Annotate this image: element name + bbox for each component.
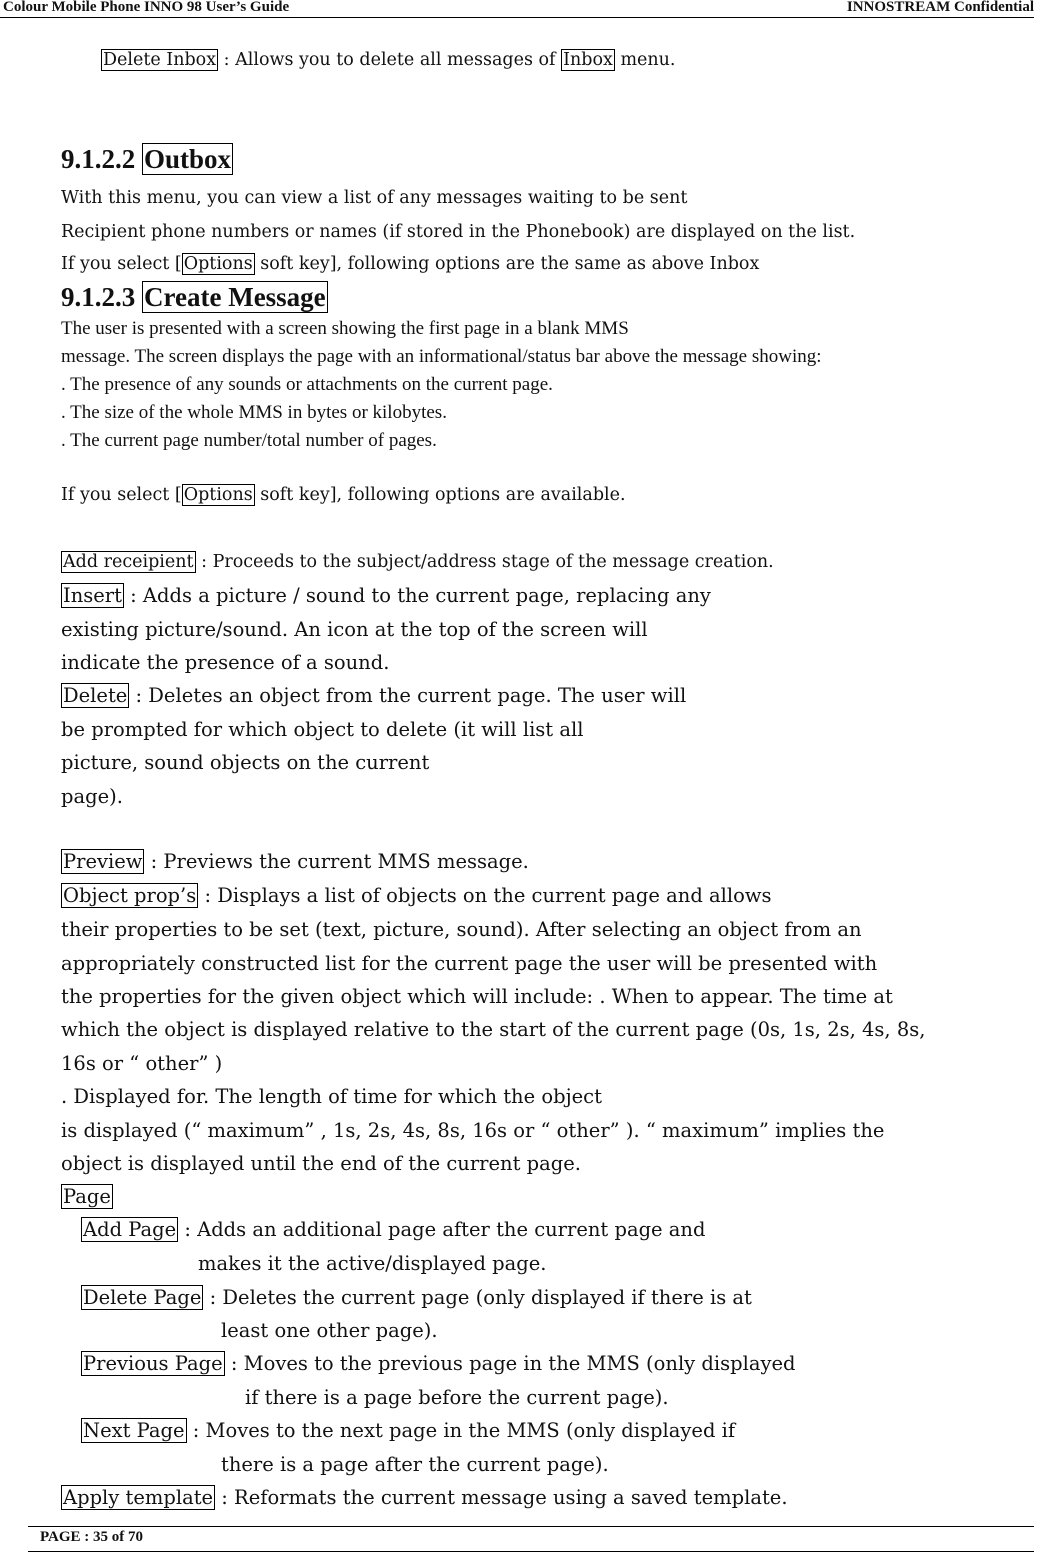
page-header <box>0 0 1034 18</box>
page-line <box>61 1185 113 1208</box>
next-page-l2: there is a page after the current page). <box>221 1453 609 1476</box>
insert-line <box>61 584 711 607</box>
delete-inbox-term: Delete Inbox <box>103 50 217 70</box>
preview-term: Preview <box>63 850 143 873</box>
create-l1: The user is presented with a screen showing the first page in a blank MMS <box>61 318 629 339</box>
delete-line <box>61 684 686 707</box>
preview-desc: : Previews the current MMS message. <box>144 850 529 873</box>
delete-page-l2: least one other page). <box>221 1319 438 1342</box>
apply-template-term: Apply template <box>63 1486 214 1509</box>
apply-template-line <box>61 1486 788 1509</box>
page-number: PAGE : 35 of 70 <box>40 1529 144 1545</box>
preview-line <box>61 850 529 873</box>
page-footer <box>28 1526 1034 1552</box>
header-confidential: INNOSTREAM Confidential <box>846 0 1034 15</box>
insert-desc: : Adds a picture / sound to the current page, replacing any <box>123 584 711 607</box>
header-doc-title: Colour Mobile Phone INNO 98 User’s Guide <box>3 0 290 15</box>
delete-l4: page). <box>61 785 123 808</box>
create-opt-post: soft key], following options are available. <box>254 485 626 505</box>
delete-l3: picture, sound objects on the current <box>61 751 430 774</box>
outbox-heading <box>61 144 233 175</box>
object-props-l8: is displayed (“ maximum” , 1s, 2s, 4s, 8s, 16s or “ other” ). “ maximum” implies the <box>61 1119 885 1142</box>
create-l4: . The size of the whole MMS in bytes or kilobytes. <box>61 402 447 423</box>
object-props-l2: their properties to be set (text, picture, sound). After selecting an object from an <box>61 918 862 941</box>
previous-page-desc: : Moves to the previous page in the MMS (only displayed <box>224 1352 796 1375</box>
apply-template-desc: : Reformats the current message using a saved template. <box>215 1486 788 1509</box>
create-l3: . The presence of any sounds or attachments on the current page. <box>61 374 553 395</box>
outbox-p2: Recipient phone numbers or names (if stored in the Phonebook) are displayed on the list. <box>61 222 856 242</box>
object-props-l5: which the object is displayed relative to the start of the current page (0s, 1s, 2s, 4s, 8s, <box>61 1018 926 1041</box>
insert-term: Insert <box>63 584 122 607</box>
object-props-l7: . Displayed for. The length of time for which the object <box>61 1085 602 1108</box>
next-page-desc: : Moves to the next page in the MMS (only displayed if <box>186 1419 736 1442</box>
object-props-l3: appropriately constructed list for the current page the user will be presented with <box>61 952 878 975</box>
object-props-line <box>61 884 772 907</box>
previous-page-l2: if there is a page before the current page). <box>245 1386 669 1409</box>
outbox-p3-post: soft key], following options are the same as above Inbox <box>254 254 760 274</box>
delete-page-term: Delete Page <box>83 1286 202 1309</box>
delete-term: Delete <box>63 684 128 707</box>
object-props-l4: the properties for the given object which will include: . When to appear. The time at <box>61 985 893 1008</box>
add-recipient-desc: : Proceeds to the subject/address stage of the message creation. <box>195 552 774 572</box>
create-title: Create Message <box>144 282 326 312</box>
outbox-options-term: Options <box>183 254 253 274</box>
delete-l2: be prompted for which object to delete (it will list all <box>61 718 584 741</box>
delete-desc: : Deletes an object from the current page. The user will <box>129 684 687 707</box>
next-page-line <box>81 1419 735 1442</box>
delete-page-line <box>81 1286 752 1309</box>
page-term: Page <box>63 1185 111 1208</box>
outbox-number: 9.1.2.2 <box>61 144 142 174</box>
previous-page-term: Previous Page <box>83 1352 223 1375</box>
insert-l2: existing picture/sound. An icon at the top of the screen will <box>61 618 648 641</box>
add-page-line <box>81 1218 705 1241</box>
outbox-title: Outbox <box>144 144 232 174</box>
object-props-l9: object is displayed until the end of the current page. <box>61 1152 581 1175</box>
delete-inbox-post: menu. <box>614 50 676 70</box>
delete-inbox-line <box>101 50 676 70</box>
delete-page-desc: : Deletes the current page (only displayed if there is at <box>203 1286 752 1309</box>
outbox-p1: With this menu, you can view a list of any messages waiting to be sent <box>61 188 688 208</box>
add-recipient-line <box>61 552 774 572</box>
outbox-p3-pre: If you select [ <box>61 254 182 274</box>
add-recipient-term: Add receipient <box>63 552 194 572</box>
object-props-l6: 16s or “ other” ) <box>61 1052 223 1075</box>
create-options-line <box>61 485 626 505</box>
create-options-term: Options <box>183 485 253 505</box>
previous-page-line <box>81 1352 796 1375</box>
create-number: 9.1.2.3 <box>61 282 142 312</box>
add-page-term: Add Page <box>83 1218 177 1241</box>
delete-inbox-desc: : Allows you to delete all messages of <box>218 50 562 70</box>
create-opt-pre: If you select [ <box>61 485 182 505</box>
create-message-heading <box>61 282 328 313</box>
create-l5: . The current page number/total number of pages. <box>61 430 437 451</box>
next-page-term: Next Page <box>83 1419 185 1442</box>
create-l2: message. The screen displays the page with an informational/status bar above the message showing: <box>61 346 822 367</box>
outbox-p3 <box>61 254 759 274</box>
object-props-desc: : Displays a list of objects on the current page and allows <box>198 884 772 907</box>
add-page-l2: makes it the active/displayed page. <box>198 1252 547 1275</box>
inbox-ref: Inbox <box>563 50 613 70</box>
object-props-term: Object prop’s <box>63 884 197 907</box>
add-page-desc: : Adds an additional page after the current page and <box>178 1218 706 1241</box>
insert-l3: indicate the presence of a sound. <box>61 651 390 674</box>
